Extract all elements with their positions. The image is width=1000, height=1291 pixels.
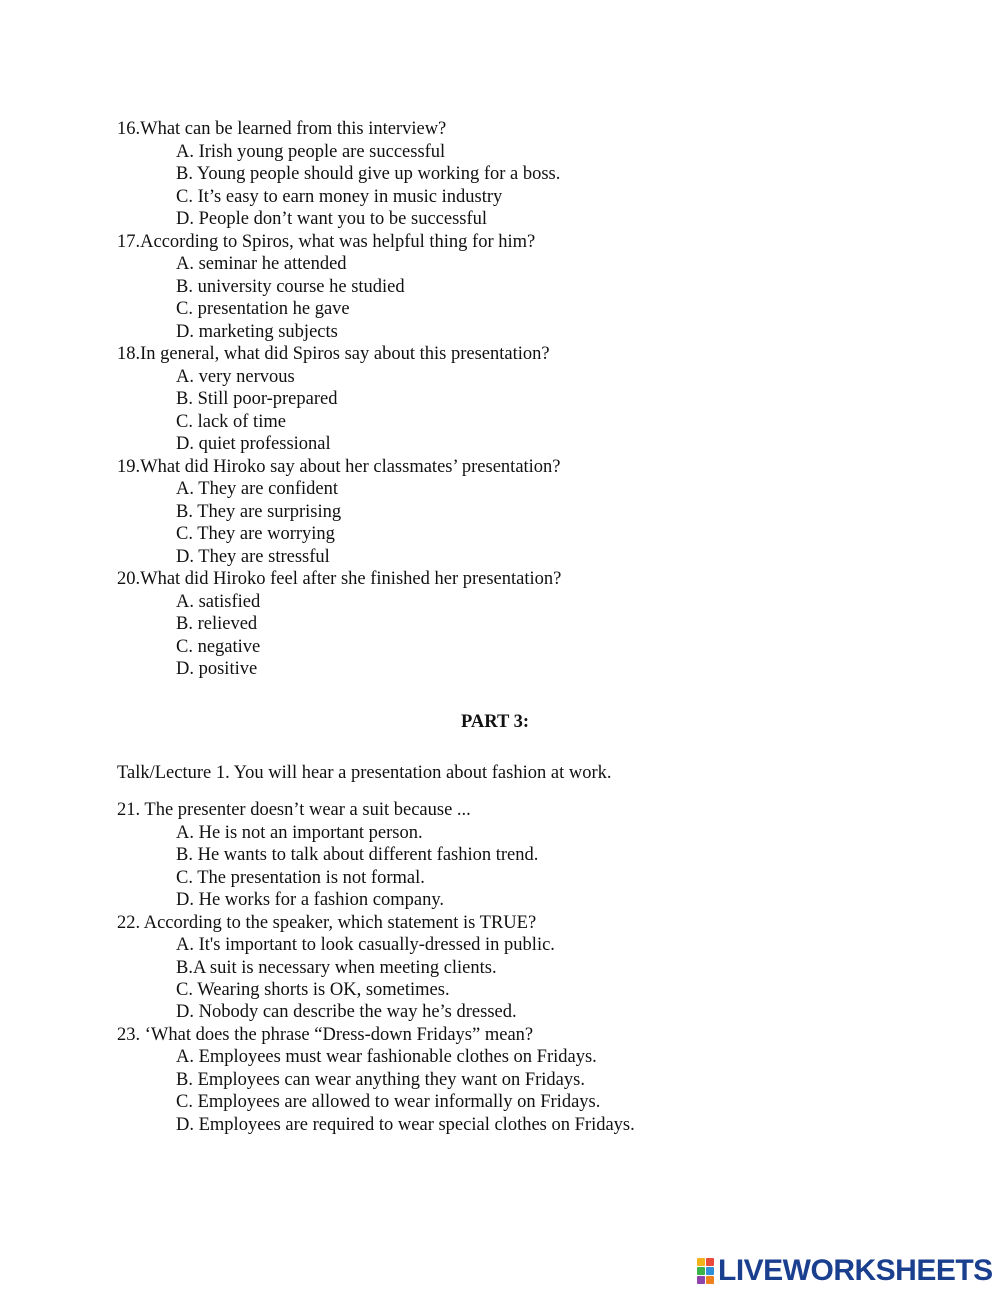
q21-option-b: B. He wants to talk about different fashion trend. bbox=[176, 845, 539, 865]
q16-option-c: C. It’s easy to earn money in music industry bbox=[176, 187, 503, 207]
q23-option-d: D. Employees are required to wear special clothes on Fridays. bbox=[176, 1115, 635, 1135]
question-17: 17.According to Spiros, what was helpful thing for him? bbox=[117, 232, 536, 252]
q19-option-b: B. They are surprising bbox=[176, 502, 342, 522]
q22-option-b: B.A suit is necessary when meeting clients. bbox=[176, 958, 497, 978]
q17-option-b: B. university course he studied bbox=[176, 277, 405, 297]
question-23: 23. ‘What does the phrase “Dress-down Fridays” mean? bbox=[117, 1025, 534, 1045]
q21-option-d: D. He works for a fashion company. bbox=[176, 890, 445, 910]
q23-option-b: B. Employees can wear anything they want on Fridays. bbox=[176, 1070, 585, 1090]
q16-option-b: B. Young people should give up working for a boss. bbox=[176, 164, 561, 184]
question-20: 20.What did Hiroko feel after she finished her presentation? bbox=[117, 569, 562, 589]
q22-option-d: D. Nobody can describe the way he’s dressed. bbox=[176, 1002, 517, 1022]
q16-option-a: A. Irish young people are successful bbox=[176, 142, 446, 162]
question-18: 18.In general, what did Spiros say about this presentation? bbox=[117, 344, 550, 364]
question-21: 21. The presenter doesn’t wear a suit because ... bbox=[117, 800, 471, 820]
q19-option-d: D. They are stressful bbox=[176, 547, 330, 567]
q21-option-c: C. The presentation is not formal. bbox=[176, 868, 425, 888]
q18-option-d: D. quiet professional bbox=[176, 434, 331, 454]
question-19: 19.What did Hiroko say about her classmates’ presentation? bbox=[117, 457, 561, 477]
q20-option-b: B. relieved bbox=[176, 614, 258, 634]
q18-option-a: A. very nervous bbox=[176, 367, 295, 387]
q20-option-d: D. positive bbox=[176, 659, 258, 679]
q20-option-a: A. satisfied bbox=[176, 592, 261, 612]
part-3-intro: Talk/Lecture 1. You will hear a presentation about fashion at work. bbox=[117, 763, 612, 783]
q20-option-c: C. negative bbox=[176, 637, 261, 657]
liveworksheets-logo-icon bbox=[697, 1258, 714, 1284]
q19-option-c: C. They are worrying bbox=[176, 524, 335, 544]
q22-option-a: A. It's important to look casually-dressed in public. bbox=[176, 935, 555, 955]
q18-option-c: C. lack of time bbox=[176, 412, 286, 432]
q23-option-a: A. Employees must wear fashionable clothes on Fridays. bbox=[176, 1047, 597, 1067]
question-22: 22. According to the speaker, which statement is TRUE? bbox=[117, 913, 537, 933]
q17-option-a: A. seminar he attended bbox=[176, 254, 347, 274]
question-16: 16.What can be learned from this interview? bbox=[117, 119, 447, 139]
part-3-heading: PART 3: bbox=[461, 712, 530, 732]
q17-option-c: C. presentation he gave bbox=[176, 299, 350, 319]
q19-option-a: A. They are confident bbox=[176, 479, 338, 499]
liveworksheets-logo-text: LIVEWORKSHEETS bbox=[718, 1254, 993, 1287]
liveworksheets-logo bbox=[697, 1256, 993, 1286]
q16-option-d: D. People don’t want you to be successful bbox=[176, 209, 488, 229]
q18-option-b: B. Still poor-prepared bbox=[176, 389, 338, 409]
q22-option-c: C. Wearing shorts is OK, sometimes. bbox=[176, 980, 450, 1000]
q23-option-c: C. Employees are allowed to wear informally on Fridays. bbox=[176, 1092, 601, 1112]
q21-option-a: A. He is not an important person. bbox=[176, 823, 423, 843]
q17-option-d: D. marketing subjects bbox=[176, 322, 338, 342]
